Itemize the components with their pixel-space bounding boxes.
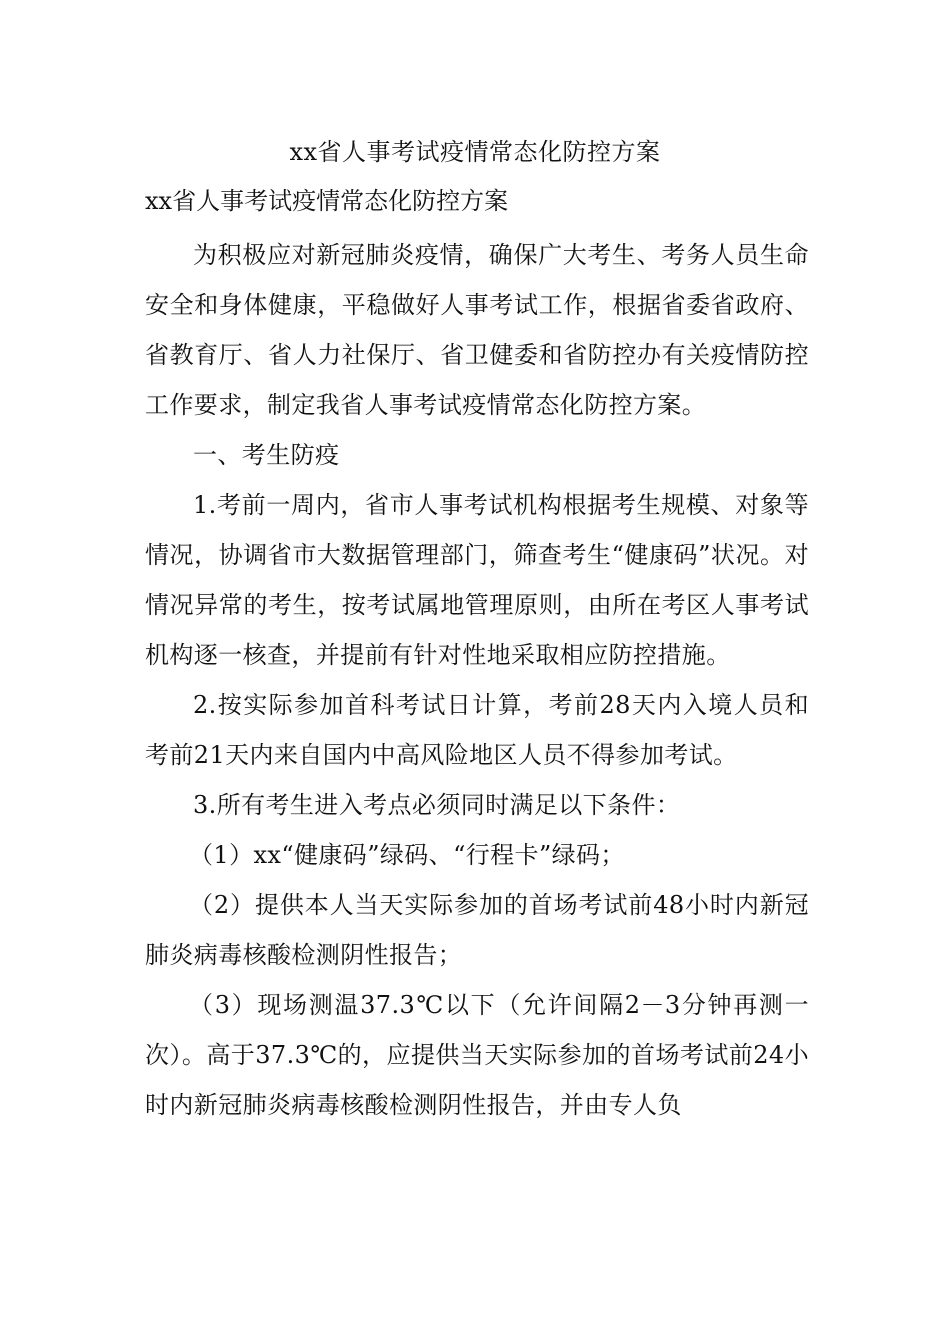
paragraph-item-3: 3.所有考生进入考点必须同时满足以下条件：	[193, 791, 681, 819]
paragraph-item-2: 2.按实际参加首科考试日计算，考前28天内入境人员和考前21天内来自国内中高风险地区人员不得参加考试。	[145, 691, 809, 769]
section-heading-candidate-prevention: 一、考生防疫	[193, 441, 340, 469]
paragraph-item-1: 1.考前一周内，省市人事考试机构根据考生规模、对象等情况，协调省市大数据管理部门，筛查考生“健康码”状况。对情况异常的考生，按考试属地管理原则，由所在考区人事考试机构逐一核查，并提前有针对性地采取相应防控措施。	[145, 491, 809, 669]
paragraph-condition-1: （1）xx“健康码”绿码、“行程卡”绿码；	[189, 841, 625, 869]
paragraph-intro: 为积极应对新冠肺炎疫情，确保广大考生、考务人员生命安全和身体健康，平稳做好人事考试工作，根据省委省政府、省教育厅、省人力社保厅、省卫健委和省防控办有关疫情防控工作要求，制定我省人事考试疫情常态化防控方案。	[145, 241, 809, 419]
document-title: xx省人事考试疫情常态化防控方案	[289, 138, 661, 166]
document-body	[145, 230, 809, 1130]
paragraph-condition-3: （3）现场测温37.3℃以下（允许间隔2－3分钟再测一次）。高于37.3℃的，应提供当天实际参加的首场考试前24小时内新冠肺炎病毒核酸检测阴性报告，并由专人负	[145, 991, 809, 1119]
paragraph-condition-2: （2）提供本人当天实际参加的首场考试前48小时内新冠肺炎病毒核酸检测阴性报告；	[145, 891, 809, 969]
document-subtitle: xx省人事考试疫情常态化防控方案	[145, 187, 509, 215]
